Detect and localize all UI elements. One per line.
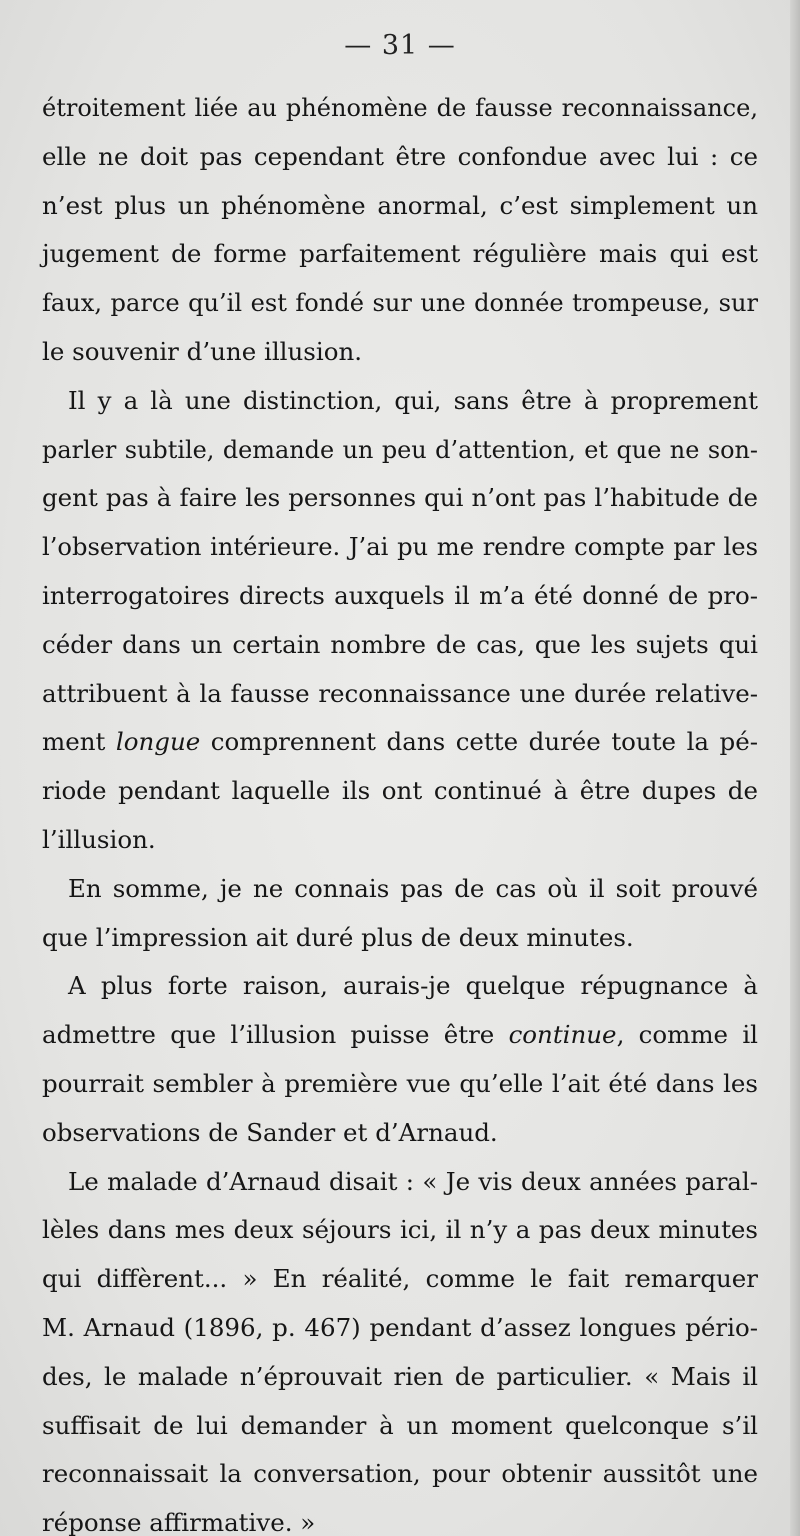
text-line: observations de Sander et d’Arnaud. xyxy=(42,1117,498,1147)
text-line xyxy=(42,718,758,767)
text-line: parler subtile, demande un peu d’attention, et que ne son- xyxy=(42,435,758,464)
text-line: Il y a là une distinction, qui, sans être à proprement xyxy=(68,385,758,415)
text-run: admettre que l’illusion puisse être xyxy=(42,1020,509,1050)
text-line: jugement de forme parfaitement régulière mais qui est xyxy=(42,239,758,269)
text-line: reconnaissait la conversation, pour obtenir aussitôt une xyxy=(42,1459,758,1489)
text-line: gent pas à faire les personnes qui n’ont pas l’habitude de xyxy=(42,483,758,513)
body-text xyxy=(42,84,758,1536)
page-edge-shadow xyxy=(790,0,800,1536)
text-line: réponse affirmative. » xyxy=(42,1508,316,1536)
text-line: interrogatoires directs auxquels il m’a été donné de pro- xyxy=(42,580,758,610)
italic-word: continue xyxy=(508,1020,617,1050)
text-line: qui diffèrent... » En réalité, comme le fait remarquer xyxy=(42,1264,758,1294)
text-line xyxy=(42,1011,758,1060)
text-line: le souvenir d’une illusion. xyxy=(42,336,363,366)
text-line: que l’impression ait duré plus de deux minutes. xyxy=(42,922,634,952)
text-line: céder dans un certain nombre de cas, que les sujets qui xyxy=(42,629,758,659)
text-line: elle ne doit pas cependant être confondue avec lui : ce xyxy=(42,141,758,171)
page-number: — 31 — xyxy=(344,30,456,61)
text-line: des, le malade n’éprouvait rien de particulier. « Mais il xyxy=(42,1361,758,1391)
text-line: n’est plus un phénomène anormal, c’est simplement un xyxy=(42,190,758,220)
text-line: lèles dans mes deux séjours ici, il n’y a pas deux minutes xyxy=(42,1215,758,1245)
text-line: pourrait sembler à première vue qu’elle l’ait été dans les xyxy=(42,1068,758,1098)
text-run: comprennent dans cette durée toute la pé- xyxy=(200,727,758,757)
text-run: ment xyxy=(42,727,116,757)
text-line: M. Arnaud (1896, p. 467) pendant d’assez longues pério- xyxy=(42,1312,758,1342)
text-line: A plus forte raison, aurais-je quelque répugnance à xyxy=(68,971,758,1001)
text-line: faux, parce qu’il est fondé sur une donnée trompeuse, sur xyxy=(42,289,758,318)
text-line: Le malade d’Arnaud disait : « Je vis deux années paral- xyxy=(68,1166,758,1196)
text-line: attribuent à la fausse reconnaissance une durée relative- xyxy=(42,678,758,708)
text-line: En somme, je ne connais pas de cas où il soit prouvé xyxy=(68,873,758,903)
text-line: étroitement liée au phénomène de fausse reconnaissance, xyxy=(42,94,758,122)
text-line: l’observation intérieure. J’ai pu me rendre compte par les xyxy=(42,533,758,562)
text-line: l’illusion. xyxy=(42,824,156,854)
text-line: riode pendant laquelle ils ont continué à être dupes de xyxy=(42,776,758,806)
italic-word: longue xyxy=(115,727,201,757)
text-line: suffisait de lui demander à un moment quelconque s’il xyxy=(42,1410,758,1440)
text-run: , comme il xyxy=(616,1020,758,1050)
